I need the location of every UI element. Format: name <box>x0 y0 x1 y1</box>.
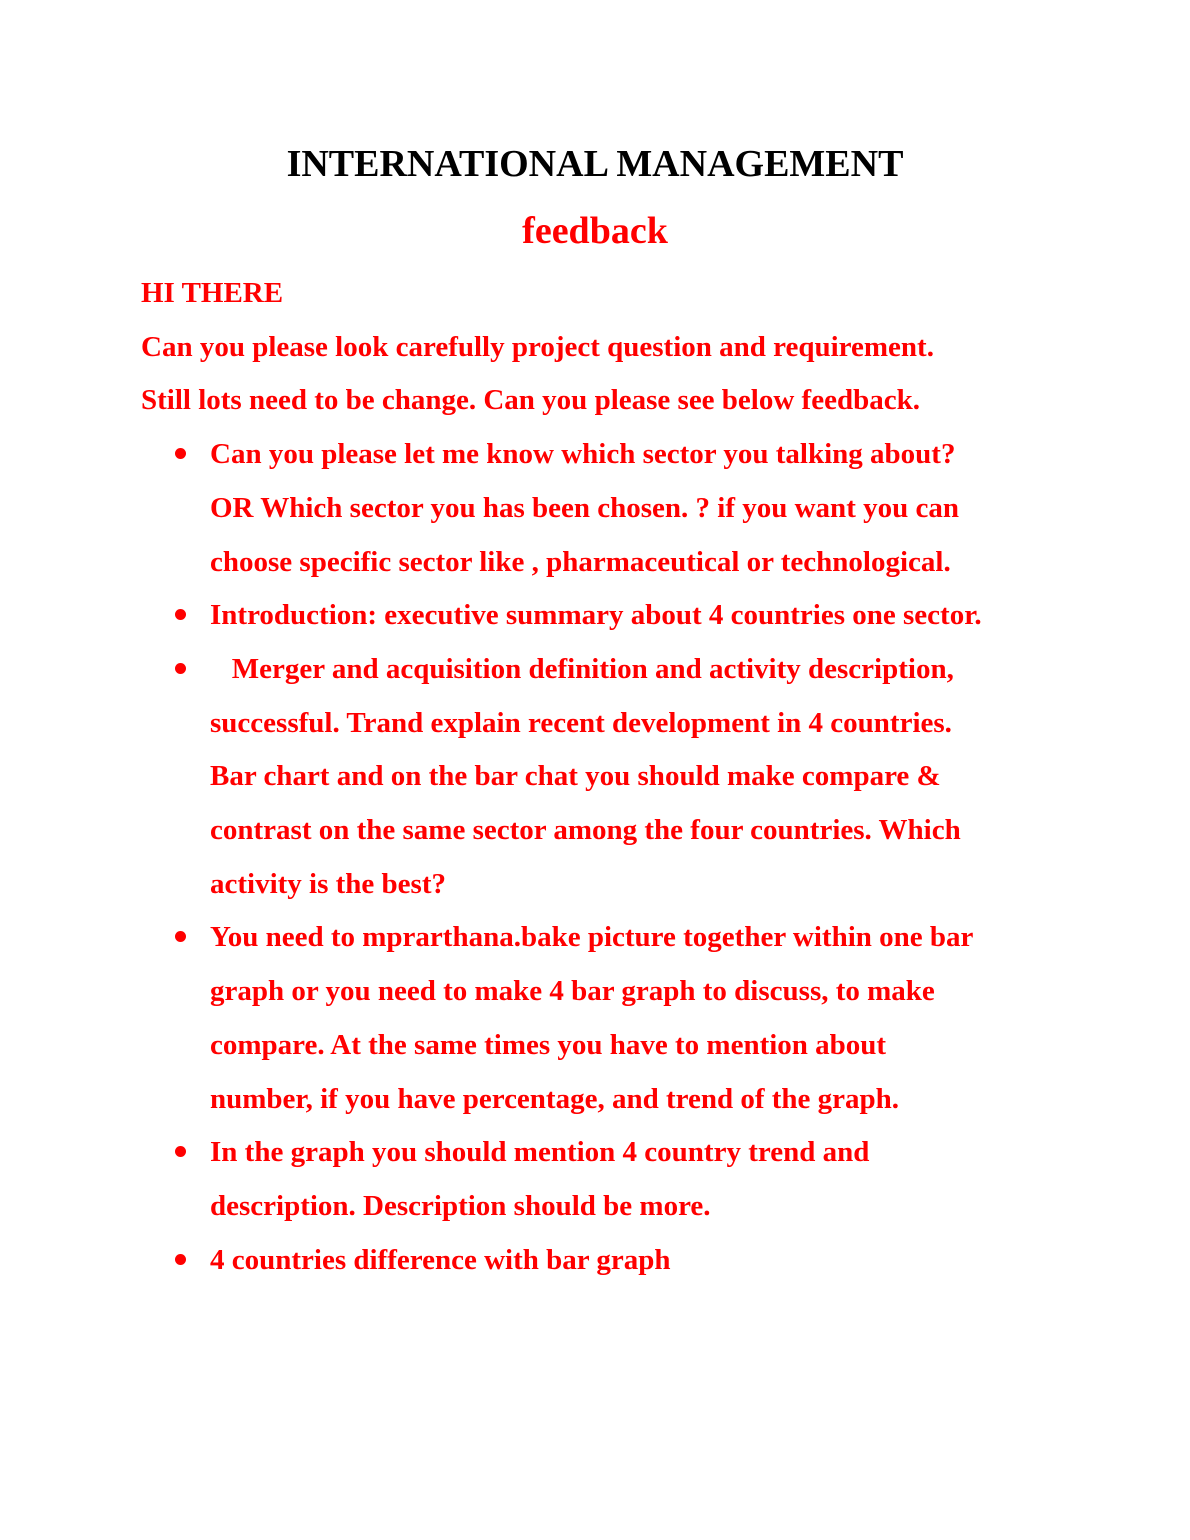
list-item-line: You need to mprarthana.bake picture together within one bar <box>210 921 974 954</box>
list-item <box>141 643 1061 912</box>
list-item-line: graph or you need to make 4 bar graph to discuss, to make <box>210 975 935 1008</box>
list-item-line: OR Which sector you has been chosen. ? if you want you can <box>210 491 959 524</box>
feedback-body <box>141 267 1061 1287</box>
feedback-list <box>141 428 1061 1287</box>
intro-line: Can you please look carefully project question and requirement. <box>141 330 934 363</box>
document-subtitle: feedback <box>522 210 668 252</box>
bullet-icon <box>175 609 186 620</box>
bullet-icon <box>175 1254 186 1265</box>
bullet-icon <box>175 931 186 942</box>
list-item-line: In the graph you should mention 4 country trend and <box>210 1136 870 1169</box>
list-item-line: Introduction: executive summary about 4 countries one sector. <box>210 599 982 632</box>
list-item-line: number, if you have percentage, and trend of the graph. <box>210 1082 900 1115</box>
list-item <box>141 911 1061 1126</box>
list-item <box>141 1234 1061 1288</box>
list-item-line: 4 countries difference with bar graph <box>210 1243 671 1276</box>
list-item-line: Merger and acquisition definition and activity description, <box>210 652 954 685</box>
list-item <box>141 1126 1061 1233</box>
list-item-line: activity is the best? <box>210 867 446 900</box>
list-item <box>141 589 1061 643</box>
list-item-line: compare. At the same times you have to mention about <box>210 1028 887 1061</box>
document-title: INTERNATIONAL MANAGEMENT <box>286 143 904 185</box>
intro-line: Still lots need to be change. Can you please see below feedback. <box>141 384 920 417</box>
list-item-line: description. Description should be more. <box>210 1189 711 1222</box>
list-item-line: contrast on the same sector among the four countries. Which <box>210 814 961 847</box>
list-item <box>141 428 1061 589</box>
list-item-line: Can you please let me know which sector you talking about? <box>210 438 956 471</box>
bullet-icon <box>175 448 186 459</box>
list-item-line: Bar chart and on the bar chat you should make compare & <box>210 760 941 793</box>
bullet-icon <box>175 663 186 674</box>
list-item-line: successful. Trand explain recent development in 4 countries. <box>210 706 952 739</box>
list-item-line: choose specific sector like , pharmaceutical or technological. <box>210 545 951 578</box>
greeting: HI THERE <box>141 277 284 309</box>
bullet-icon <box>175 1146 186 1157</box>
